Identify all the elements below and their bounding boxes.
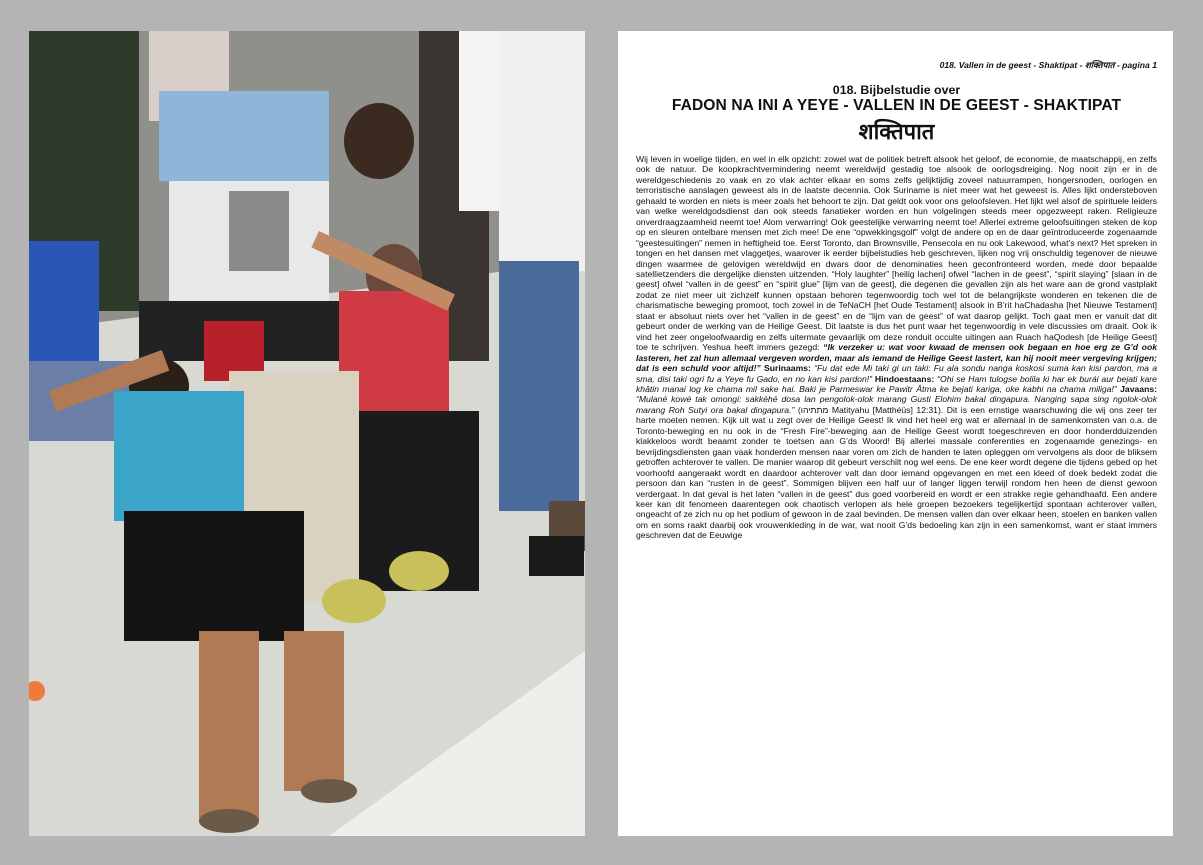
paragraph-intro: Wij leven in woelige tijden, en wel in elk opzicht: zowel wat de politiek betreft alsook het geloof, de economie, de maatschappij, en zelfs ook de natuur. De koopkrachtvermindering neemt wereldwijd gestadig toe alsook de oorlogsdreiging. Nog nooit zijn er in de wereldgeschiedenis zo vaak en zo vlak achter elkaar en soms zelfs gelijktijdig zoveel natuurrampen, hongersnoden, oorlogen en terroristische aanslagen geweest als in de laatste decennia. Ook Suriname is niet meer wat het geweest is. Alles lijkt ondersteboven gehaald te worden en niets is meer zoals het behoort te zijn. Dat geldt ook voor ons geloofsleven. Het lijkt wel alsof de spirituele leiders van welke wereldgodsdienst dan ook steeds fanatieker worden en hun volgelingen steeds meer opgezweept raken. Religieuze onverdraagzaamheid neemt toe! Alom verwarring! Ook geestelijke verwarring neemt toe! Allerlei extreme geloofsuitingen steken de kop op en sleuren ontelbare mensen met zich mee! De ene “opwekkingsgolf” volgt de andere op en de daar geïntroduceerde zogenaamde “geestesuitingen” nemen in heftigheid toe. Eerst Toronto, dan Brownsville, Pensecola en nu ook Lakewood, what’s next? Het spreken in tongen en het dansen met vlaggetjes, waarover ik eerder bijbelstudies heb geschreven, lijken nog vrij onschuldig tegenover de nieuwe dingen waarmee de gelovigen wereldwijd en dwars door de denominaties heen geconfronteerd worden, mede door bepaalde satellietzenders die dergelijke diensten uitzenden. “Holy laughter” [heilig lachen] ofwel “lachen in de geest”, “spirit slaying” [slaan in de geest] ofwel “vallen in de geest” en “spirit glue” [lijm van de geest], die degenen die gevallen zijn als het ware aan de grond vastplakt zodat ze niet meer uit zichzelf kunnen opstaan behoren tegenwoordig toch wel tot de belangrijkste wonderen en tekenen die de charismatische beweging promoot, toch zowel in de TeNaCH [het Oude Testament] alsook in B’rit haChadasha [het Nieuwe Testament] staat er absoluut niets over het “vallen in de geest” en de “lijm van de geest” of wat daarop gelijkt. Toch gaat men er vanuit dat dit gebeurt onder de werking van de Heilige Geest. Dit laatste is dus het punt waar het tegenwoordig in vele discussies om draait. Ook ik vind het zeer ongeloofwaardig en zelfs uitermate gevaarlijk om deze ronduit occulte uitingen aan Ruach haQodesh [de Heilige Geest] toe te schrijven. Yeshua heeft immers gezegd: (636, 154, 1157, 353)
running-head: 018. Vallen in de geest - Shaktipat - शक्तिपात - pagina 1 (939, 60, 1157, 70)
quote-dutch: “Ik verzeker u: wat voor kwaad de mensen ook begaan en hoe erg ze G’d ook lasteren, het zal hun allemaal vergeven worden, maar als iemand de Heilige Geest lastert, kan hij nooit meer vergeving krijgen; dat is een schuld voor altijd!” (636, 342, 1157, 374)
photograph (29, 31, 585, 836)
photo-illustration (29, 31, 585, 836)
quote-surinaams: “Fu dat ede Mi taki gi un taki: Fu ala sondu nanga koskosi suma kan kisi pardon, ma a sma, disi taki ogri fu a Yeye fu Gado, en no kan kisi pardon!” (636, 363, 1157, 384)
label-surinaams: Surinaams: (763, 363, 811, 374)
title-block (636, 83, 1157, 147)
title-line-3: शक्तिपात (858, 119, 935, 144)
quote-hindoestaans: “Ohi se Ham tulogse bolila ki har ek burái aur bejati kare khâtin manai log ke chama mil sake hai. Baki je Parmeswar ke Pawitr Âtma ke bejati kariga, oke kabhi na chama miliga!” (636, 373, 1157, 394)
document-page (618, 31, 1173, 836)
scripture-reference: (מתתיהו Matityahu [Matthéüs] 12:31). (797, 404, 944, 415)
paragraph-main: Dit is een ernstige waarschuwing die wij ons zeer ter harte moeten nemen. Kijk uit wat u zegt over de Heilige Geest! Ik vind het heel erg wat er allemaal in de samenkomsten van o.a. de Toronto-beweging en nu ook in de “Fresh Fire”-beweging aan de Heilige Geest wordt toegeschreven en door honderdduizenden klakkeloos wordt beaamt zonder te toetsen aan G’ds Woord! Bij allerlei massale conferenties en zogenaamde genezings- en bevrijdingsdiensten gaan vaak honderden mensen naar voren om zich de handen te laten opleggen om vervolgens als door de bliksem getroffen achterover te vallen. De manier waarop dit gebeurt verschilt nog wel eens. De ene keer wordt degene die tijdens gebed op het voorhoofd aangeraakt wordt en daardoor achterover valt dan door iemand opgevangen en met een kleed of doek bedekt zodat die persoon dan kan “rusten in de geest”. Sommigen blijven een half uur of langer liggen terwijl rondom hen heen de dienst gewoon verdergaat. In dat geval is het laten “vallen in de geest” dus goed voorbereid en wordt er een strakke regie gehandhaafd. Een andere keer kan dit fenomeen daarentegen ook chaotisch verlopen als hele groepen bezoekers tegelijkertijd spontaan achterover vallen, ongeacht of ze zich nu op het podium of gewoon in de zaal bevinden. De mensen vallen dan over elkaar heen, stoelen en banken vallen om en soms raakt daarbij ook vrouwenkleding in de war, wat nooit G’ds bedoeling kan zijn in een samenkomst, want er staat immers geschreven dat de Eeuwige (636, 404, 1157, 541)
label-javaans: Javaans: (1120, 383, 1157, 394)
title-line-1: 018. Bijbelstudie over (832, 83, 961, 97)
title-line-2: FADON NA INI A YEYE - VALLEN IN DE GEEST - SHAKTIPAT (671, 97, 1122, 114)
quote-javaans: “Mulané kowé tak omongi: sakkéhé dosa lan pengolok-olok marang Gusti Elohim bakal dingapura. Nanging sapa sing ngolok-olok marang Roh Sutyi ora bakal dingapura.” (636, 394, 1157, 415)
body-text (636, 154, 1157, 541)
label-hindoestaans: Hindoestaans: (874, 373, 935, 384)
